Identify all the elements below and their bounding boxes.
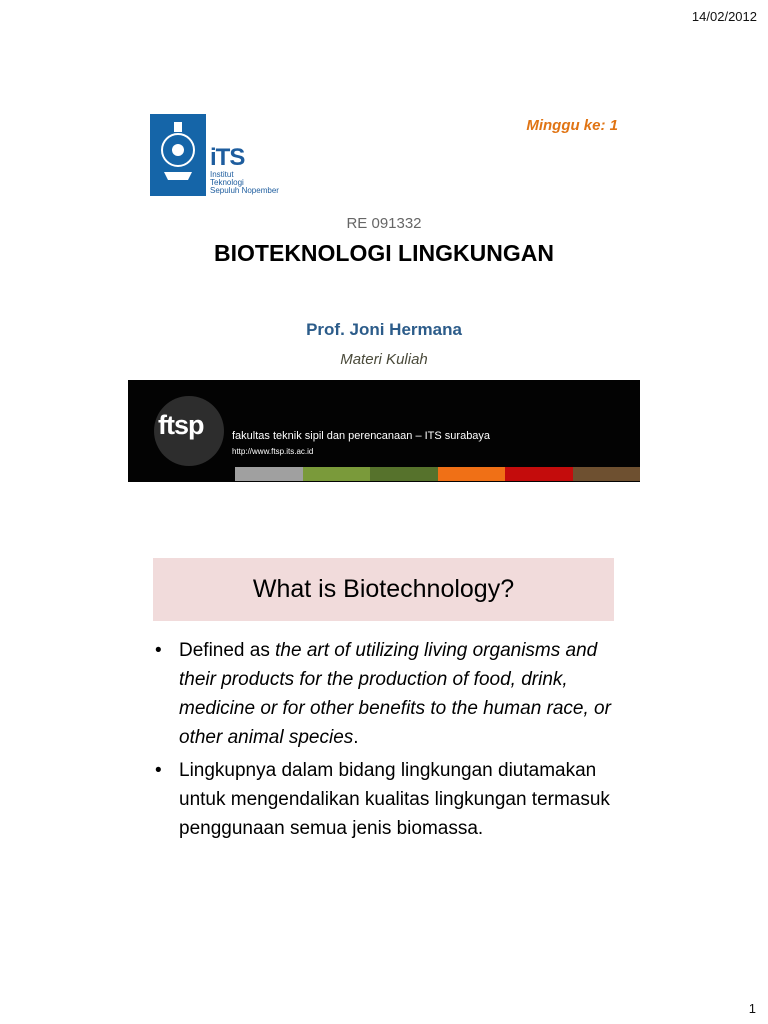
slide-heading-box <box>153 558 614 621</box>
color-stripe <box>438 467 506 481</box>
page-number: 1 <box>748 1001 756 1016</box>
list-item <box>155 756 615 843</box>
its-full-name: Institut Teknologi Sepuluh Nopember <box>210 170 279 195</box>
bullet-text: Defined as the art of utilizing living organisms and their products for the production of food, drink, medicine or for other benefits to the human race, or other animal species. <box>179 640 611 748</box>
color-stripes <box>235 467 640 481</box>
bullet-icon: • <box>155 760 162 781</box>
week-label: Minggu ke: 1 <box>526 117 618 134</box>
bullet-list <box>155 636 615 847</box>
faculty-name: fakultas teknik sipil dan perencanaan – ITS surabaya <box>232 430 491 442</box>
color-stripe <box>505 467 573 481</box>
color-stripe <box>303 467 371 481</box>
bullet-icon: • <box>155 640 162 661</box>
title-slide <box>128 100 640 482</box>
its-shield-icon <box>150 114 206 196</box>
course-code: RE 091332 <box>346 215 422 232</box>
author-name: Prof. Joni Hermana <box>306 320 462 339</box>
list-item <box>155 636 615 752</box>
course-title: BIOTEKNOLOGI LINGKUNGAN <box>214 240 554 266</box>
faculty-url: http://www.ftsp.its.ac.id <box>232 447 314 456</box>
slide-heading: What is Biotechnology? <box>252 575 515 603</box>
lecture-subtitle: Materi Kuliah <box>340 351 428 368</box>
faculty-banner <box>128 380 640 482</box>
print-date: 14/02/2012 <box>691 9 757 24</box>
color-stripe <box>573 467 641 481</box>
ftsp-logo: ftsp <box>158 410 204 440</box>
its-logo <box>150 114 300 198</box>
color-stripe <box>370 467 438 481</box>
bullet-text: Lingkupnya dalam bidang lingkungan diutamakan untuk mengendalikan kualitas lingkungan termasuk penggunaan semua jenis biomassa. <box>179 760 610 839</box>
color-stripe <box>235 467 303 481</box>
its-wordmark: iTS <box>210 144 245 171</box>
